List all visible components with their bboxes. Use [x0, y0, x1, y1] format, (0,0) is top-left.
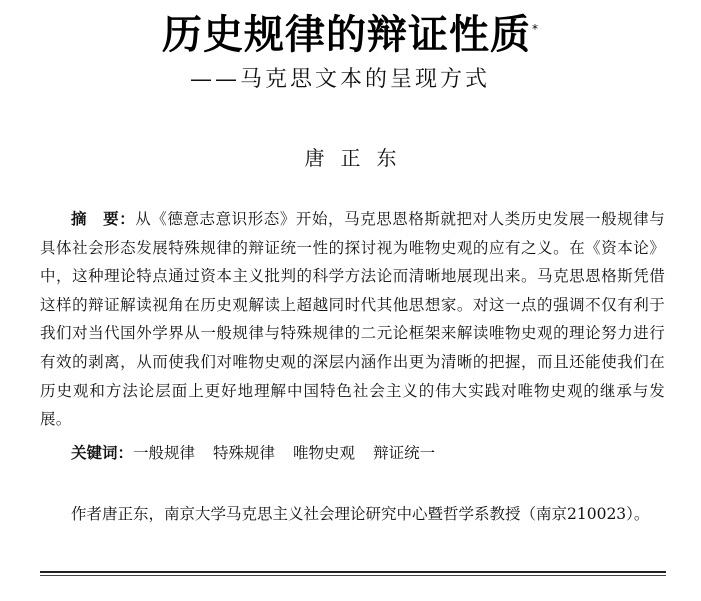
paper-title [0, 6, 701, 64]
keywords-label: 关键词： [71, 444, 134, 462]
divider-rule-thin [40, 575, 666, 576]
abstract-block [40, 205, 665, 434]
keyword-item: 一般规律 [133, 444, 196, 462]
divider-rule [40, 571, 666, 573]
author-name: 唐正东 [304, 146, 413, 170]
author-footnote-text: 作者唐正东，南京大学马克思主义社会理论研究中心暨哲学系教授（南京210023）。 [71, 505, 650, 523]
paper-subtitle: ——马克思文本的呈现方式 [190, 67, 491, 92]
keyword-item: 辩证统一 [373, 444, 436, 462]
keywords-block [71, 439, 453, 467]
author-footnote [40, 500, 665, 529]
keyword-item: 唯物史观 [293, 444, 356, 462]
keyword-item: 特殊规律 [213, 444, 276, 462]
title-footnote-mark: * [532, 22, 539, 36]
paper-title-text: 历史规律的辩证性质 [162, 12, 531, 58]
abstract-text: 从《德意志意识形态》开始，马克思恩格斯就把对人类历史发展一般规律与具体社会形态发展特殊规律的辩证统一性的探讨视为唯物史观的应有之义。在《资本论》中，这种理论特点通过资本主义批判的科学方法论而清晰地展现出来。马克思恩格斯凭借这样的辩证解读视角在历史观解读上超越同时代其他思想家。对这一点的强调不仅有利于我们对当代国外学界从一般规律与特殊规律的二元论框架来解读唯物史观的理论努力进行有效的剥离，从而使我们对唯物史观的深层内涵作出更为清晰的把握，而且还能使我们在历史观和方法论层面上更好地理解中国特色社会主义的伟大实践对唯物史观的继承与发展。 [40, 210, 665, 429]
abstract-label: 摘 要： [71, 210, 136, 228]
